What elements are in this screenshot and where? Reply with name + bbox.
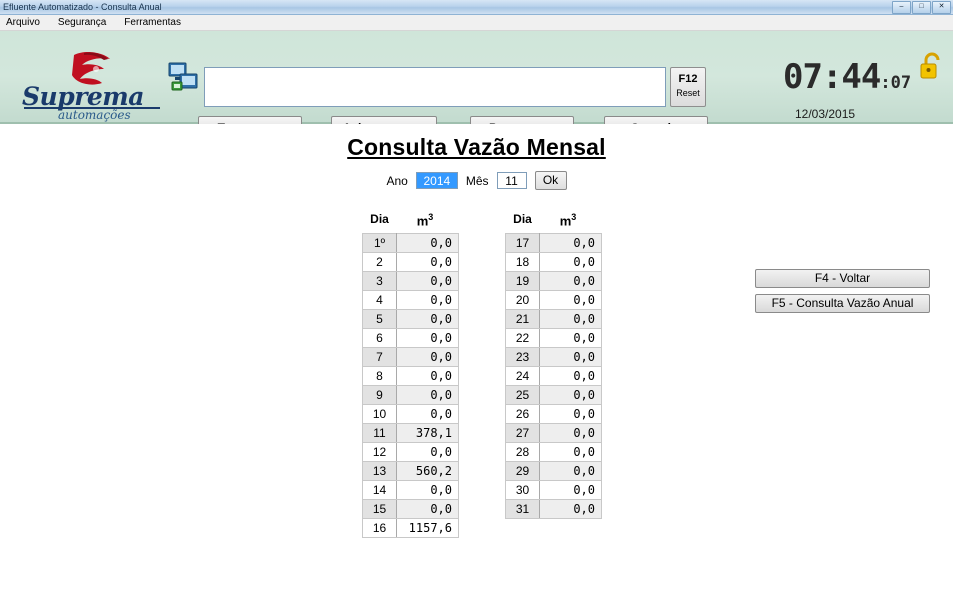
cell-volume: 1157,6 [397, 519, 459, 538]
filter-bar [0, 171, 953, 190]
table-row [506, 272, 602, 291]
cell-volume: 0,0 [540, 500, 602, 519]
cell-day: 27 [506, 424, 540, 443]
cell-volume: 0,0 [397, 291, 459, 310]
cell-day: 25 [506, 386, 540, 405]
page-title: Consulta Vazão Mensal [347, 134, 606, 160]
table-row [363, 481, 459, 500]
cell-volume: 0,0 [540, 405, 602, 424]
logo-tagline: automações [58, 108, 131, 122]
cell-day: 11 [363, 424, 397, 443]
column-header-volume: $m^3$ [559, 212, 577, 229]
cell-day: 21 [506, 310, 540, 329]
cell-day: 30 [506, 481, 540, 500]
logo-wordmark: Suprema [22, 82, 144, 111]
table-days-17-31 [505, 212, 602, 519]
message-input[interactable] [204, 67, 666, 107]
table-row [506, 310, 602, 329]
table-row [363, 310, 459, 329]
table-row [506, 424, 602, 443]
cell-day: 16 [363, 519, 397, 538]
cell-volume: 0,0 [397, 234, 459, 253]
cell-day: 18 [506, 253, 540, 272]
unlocked-padlock-icon[interactable] [919, 51, 945, 81]
table-row [506, 367, 602, 386]
table-row [506, 500, 602, 519]
menu-item-arquivo[interactable]: Arquivo [6, 17, 40, 28]
cell-day: 9 [363, 386, 397, 405]
cell-day: 20 [506, 291, 540, 310]
clock-date: 12/03/2015 [795, 107, 856, 121]
table-row [363, 291, 459, 310]
cell-volume: 0,0 [540, 253, 602, 272]
cell-day: 23 [506, 348, 540, 367]
table-row [363, 386, 459, 405]
cell-volume: 0,0 [397, 329, 459, 348]
cell-volume: 560,2 [397, 462, 459, 481]
table-row [506, 481, 602, 500]
cell-day: 8 [363, 367, 397, 386]
column-header-day: Dia [370, 212, 389, 226]
company-logo [22, 51, 162, 121]
table-row [363, 424, 459, 443]
table-row [363, 348, 459, 367]
cell-day: 7 [363, 348, 397, 367]
window-controls [892, 1, 951, 14]
table-row [363, 367, 459, 386]
clock-seconds: :07 [880, 73, 912, 93]
cell-volume: 0,0 [540, 272, 602, 291]
main-content [0, 124, 953, 602]
table-row [363, 443, 459, 462]
table-row [506, 291, 602, 310]
cell-day: 17 [506, 234, 540, 253]
cell-volume: 0,0 [540, 310, 602, 329]
f4-back-button[interactable]: F4 - Voltar [755, 269, 930, 288]
cell-volume: 0,0 [540, 367, 602, 386]
table-row [506, 405, 602, 424]
cell-day: 28 [506, 443, 540, 462]
clock-widget [777, 59, 937, 121]
clock-hour-minute: 07:44 [783, 57, 881, 97]
table-row [506, 386, 602, 405]
menu-bar [0, 15, 953, 31]
cell-volume: 0,0 [397, 253, 459, 272]
table-days-1-16 [362, 212, 459, 538]
cell-volume: 0,0 [540, 348, 602, 367]
month-input[interactable] [497, 172, 527, 189]
cell-volume: 0,0 [397, 443, 459, 462]
menu-item-ferramentas[interactable]: Ferramentas [124, 17, 181, 28]
cell-day: 3 [363, 272, 397, 291]
reset-label: Reset [676, 88, 700, 98]
cell-day: 5 [363, 310, 397, 329]
cell-volume: 378,1 [397, 424, 459, 443]
cell-day: 13 [363, 462, 397, 481]
menu-item-seguranca[interactable]: Segurança [57, 17, 107, 28]
cell-day: 15 [363, 500, 397, 519]
table-right [505, 233, 602, 519]
table-row [506, 462, 602, 481]
cell-volume: 0,0 [540, 386, 602, 405]
cell-day: 4 [363, 291, 397, 310]
cell-day: 2 [363, 253, 397, 272]
table-header-left [362, 212, 459, 233]
year-input[interactable] [416, 172, 458, 189]
table-row [363, 462, 459, 481]
cell-volume: 0,0 [540, 329, 602, 348]
table-row [506, 348, 602, 367]
cell-volume: 0,0 [540, 443, 602, 462]
cell-volume: 0,0 [540, 234, 602, 253]
table-row [363, 500, 459, 519]
table-row [363, 329, 459, 348]
cell-volume: 0,0 [397, 500, 459, 519]
column-header-volume: $m^3$ [416, 212, 434, 229]
year-label: Ano [386, 173, 408, 188]
table-row [506, 329, 602, 348]
cell-day: 26 [506, 405, 540, 424]
ok-button[interactable]: Ok [535, 171, 567, 190]
table-header-right [505, 212, 602, 233]
cell-volume: 0,0 [540, 481, 602, 500]
table-row [506, 253, 602, 272]
cell-volume: 0,0 [397, 405, 459, 424]
f12-label: F12 [678, 73, 698, 85]
cell-volume: 0,0 [540, 291, 602, 310]
cell-volume: 0,0 [397, 272, 459, 291]
window-title: Efluente Automatizado - Consulta Anual [3, 1, 162, 12]
close-button[interactable]: ✕ [932, 1, 951, 14]
table-row [363, 272, 459, 291]
cell-day: 24 [506, 367, 540, 386]
table-row [506, 443, 602, 462]
maximize-button[interactable]: □ [912, 1, 931, 14]
table-row [363, 234, 459, 253]
cell-day: 6 [363, 329, 397, 348]
cell-volume: 0,0 [397, 386, 459, 405]
cell-volume: 0,0 [397, 310, 459, 329]
cell-day: 19 [506, 272, 540, 291]
table-row [363, 405, 459, 424]
column-header-day: Dia [513, 212, 532, 226]
minimize-button[interactable]: – [892, 1, 911, 14]
table-row [506, 234, 602, 253]
cell-day: 14 [363, 481, 397, 500]
table-row [363, 253, 459, 272]
month-label: Mês [465, 173, 489, 188]
cell-volume: 0,0 [540, 424, 602, 443]
cell-day: 10 [363, 405, 397, 424]
cell-volume: 0,0 [540, 462, 602, 481]
table-left [362, 233, 459, 538]
window-titlebar [0, 0, 953, 15]
clock-time [777, 59, 937, 101]
cell-day: 12 [363, 443, 397, 462]
app-header [0, 31, 953, 124]
table-row [363, 519, 459, 538]
cell-volume: 0,0 [397, 367, 459, 386]
f12-reset-button[interactable] [670, 67, 706, 107]
cell-day: 31 [506, 500, 540, 519]
cell-volume: 0,0 [397, 348, 459, 367]
cell-volume: 0,0 [397, 481, 459, 500]
cell-day: 22 [506, 329, 540, 348]
network-status-icon [168, 62, 202, 92]
cell-day: 1º [363, 234, 397, 253]
cell-day: 29 [506, 462, 540, 481]
f5-annual-query-button[interactable]: F5 - Consulta Vazão Anual [755, 294, 930, 313]
